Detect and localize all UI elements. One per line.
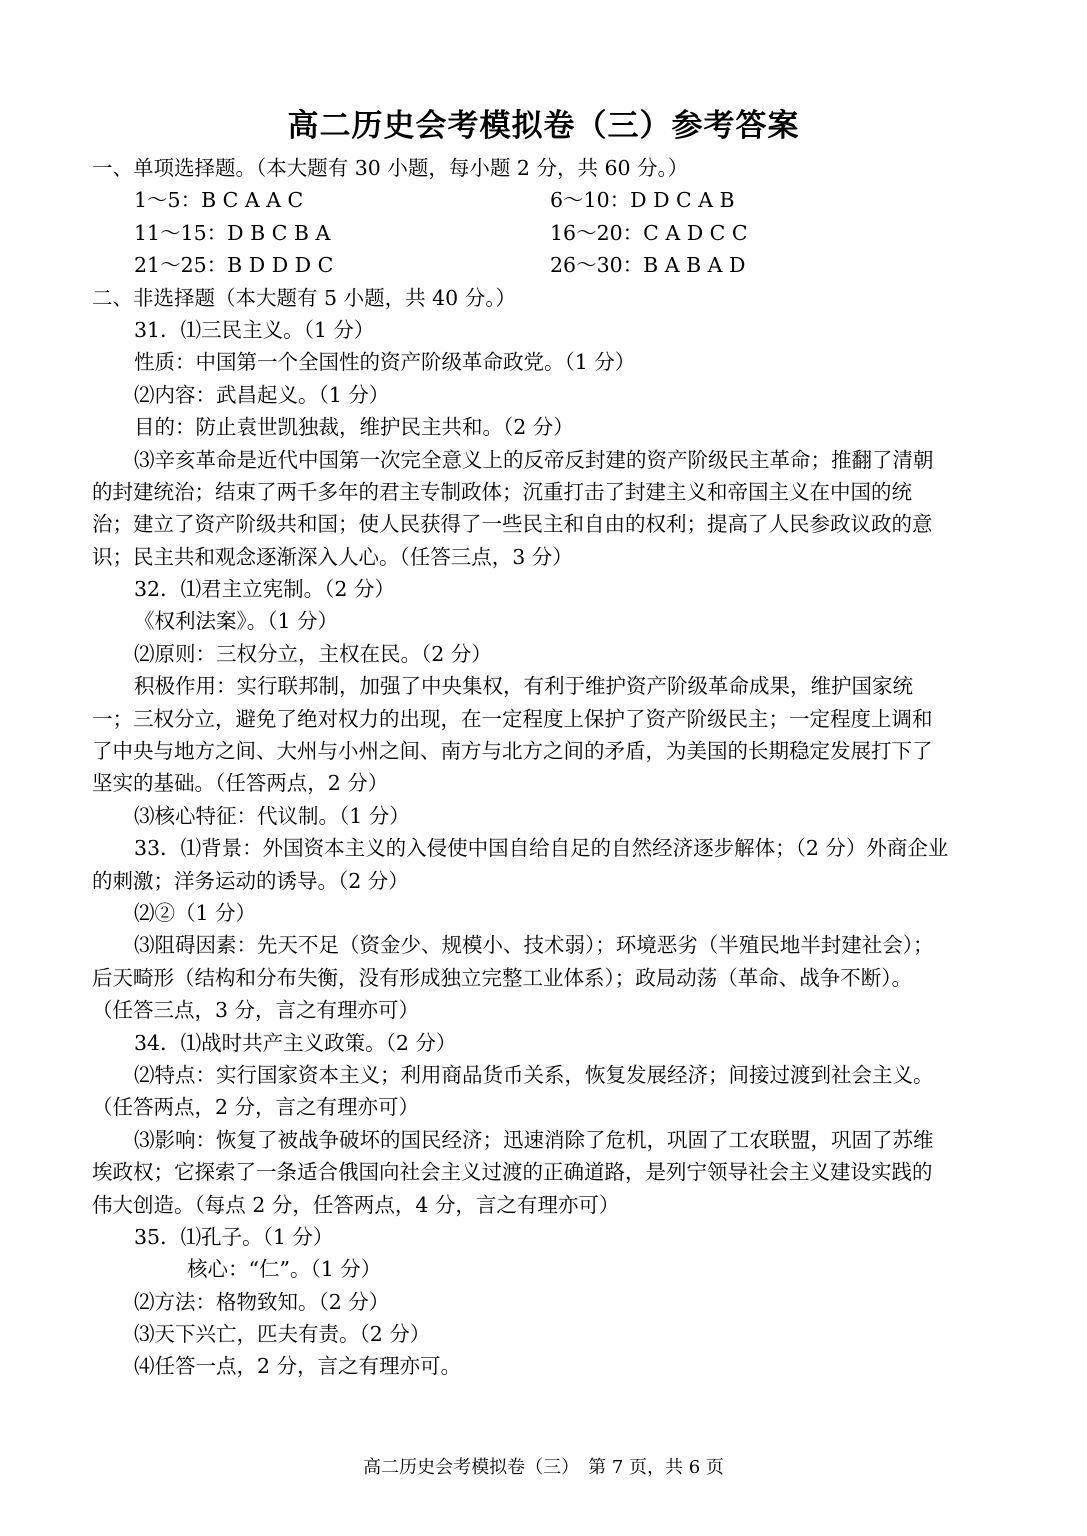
- answer-line: 《权利法案》。（1 分）: [134, 609, 339, 634]
- answer-line: ⑶核心特征：代议制。（1 分）: [134, 803, 410, 828]
- answer-line: ⑶辛亥革命是近代中国第一次完全意义上的反帝反封建的资产阶级民主革命；推翻了清朝: [134, 447, 934, 472]
- answer-group: 1～5：B C A A C: [134, 188, 304, 213]
- answer-line: 核心：“仁”。（1 分）: [187, 1257, 382, 1282]
- answer-group: 26～30：B A B A D: [550, 253, 746, 278]
- multiple-choice-answers: [92, 184, 997, 281]
- answer-line: 33．⑴背景：外国资本主义的入侵使中国自给自足的自然经济逐步解体；（2 分）外商企业: [134, 836, 949, 861]
- answer-line: ⑵特点：实行国家资本主义；利用商品货币关系，恢复发展经济；间接过渡到社会主义。: [134, 1062, 934, 1087]
- answer-line: 了中央与地方之间、大州与小州之间、南方与北方之间的矛盾，为美国的长期稳定发展打下了: [92, 739, 933, 764]
- answer-row: [92, 217, 997, 249]
- answer-line: 32．⑴君主立宪制。（2 分）: [134, 577, 395, 602]
- answer-line: ⑶天下兴亡，匹夫有责。（2 分）: [134, 1322, 431, 1347]
- answer-line: 性质：中国第一个全国性的资产阶级革命政党。（1 分）: [134, 350, 636, 375]
- answer-line: 目的：防止袁世凯独裁，维护民主共和。（2 分）: [134, 415, 574, 440]
- answer-line: 积极作用：实行联邦制，加强了中央集权，有利于维护资产阶级革命成果，维护国家统: [134, 674, 913, 699]
- answer-row: [92, 184, 997, 216]
- answer-row: [92, 249, 997, 281]
- answer-line: ⑵②（1 分）: [134, 900, 257, 925]
- answer-group: 16～20：C A D C C: [550, 220, 748, 245]
- page-title: 高二历史会考模拟卷（三）参考答案: [287, 108, 800, 144]
- answer-line: 一；三权分立，避免了绝对权力的出现，在一定程度上保护了资产阶级民主；一定程度上调和: [92, 706, 933, 731]
- answer-line: ⑵方法：格物致知。（2 分）: [134, 1289, 390, 1314]
- answer-group: 21～25：B D D D C: [134, 253, 334, 278]
- answer-line: 的封建统治；结束了两千多年的君主专制政体；沉重打击了封建主义和帝国主义在中国的统: [92, 479, 912, 504]
- answer-line: 35．⑴孔子。（1 分）: [134, 1224, 334, 1249]
- answer-line: ⑶影响：恢复了被战争破坏的国民经济；迅速消除了危机，巩固了工农联盟，巩固了苏维: [134, 1127, 934, 1152]
- answer-group: 11～15：D B C B A: [134, 220, 331, 245]
- answer-line: 识；民主共和观念逐渐深入人心。（任答三点，3 分）: [92, 544, 573, 569]
- answer-line: 伟大创造。（每点 2 分，任答两点，4 分，言之有理亦可）: [92, 1192, 620, 1217]
- answer-line: 31．⑴三民主义。（1 分）: [134, 317, 375, 342]
- short-answer-answers: [92, 314, 997, 1383]
- answer-line: ⑷任答一点，2 分，言之有理亦可。: [134, 1354, 462, 1379]
- section-1-heading: 一、单项选择题。（本大题有 30 小题，每小题 2 分，共 60 分。）: [92, 156, 689, 180]
- answer-line: 后天畸形（结构和分布失衡，没有形成独立完整工业体系）；政局动荡（革命、战争不断）。: [92, 965, 912, 990]
- answer-line: 埃政权；它探索了一条适合俄国向社会主义过渡的正确道路，是列宁领导社会主义建设实践的: [92, 1160, 933, 1185]
- answer-line: ⑵内容：武昌起义。（1 分）: [134, 382, 390, 407]
- answer-line: ⑵原则：三权分立，主权在民。（2 分）: [134, 641, 492, 666]
- answer-group: 6～10：D D C A B: [550, 188, 735, 213]
- section-2-heading: 二、非选择题（本大题有 5 小题，共 40 分。）: [92, 285, 516, 310]
- answer-content: [92, 152, 997, 1383]
- answer-line: 坚实的基础。（任答两点，2 分）: [92, 771, 389, 796]
- page-footer: 高二历史会考模拟卷（三） 第 7 页，共 6 页: [363, 1457, 724, 1478]
- answer-line: 的刺激；洋务运动的诱导。（2 分）: [92, 868, 409, 893]
- answer-line: ⑶阻碍因素：先天不足（资金少、规模小、技术弱）；环境恶劣（半殖民地半封建社会）；: [134, 933, 934, 958]
- answer-line: （任答两点，2 分，言之有理亦可）: [92, 1095, 420, 1120]
- answer-line: 34．⑴战时共产主义政策。（2 分）: [134, 1030, 457, 1055]
- answer-line: （任答三点，3 分，言之有理亦可）: [92, 998, 420, 1023]
- answer-line: 治；建立了资产阶级共和国；使人民获得了一些民主和自由的权利；提高了人民参政议政的意: [92, 512, 933, 537]
